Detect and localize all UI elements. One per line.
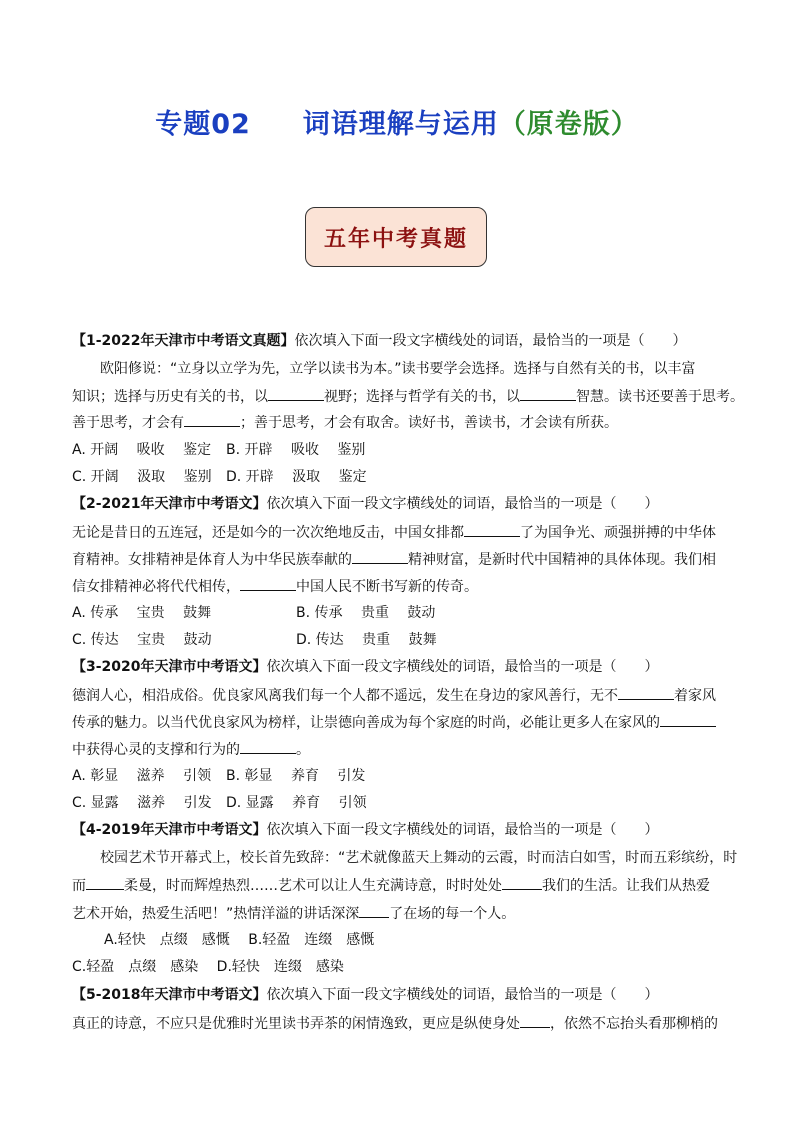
page-title [0,102,794,141]
option-d[interactable]: D. 传达 贵重 鼓舞 [296,632,437,648]
question-3-label: 【3-2020年天津市中考语文】 [72,659,267,675]
option-c[interactable]: C. 显露 滋养 引发 [72,795,212,811]
question-1-options-row [72,467,367,487]
question-3-passage-line: 德润人心，相沿成俗。优良家风离我们每一个人都不遥远，发生在身边的家风善行，无不 着家风 [72,685,716,706]
question-2-header [72,494,659,514]
question-2-passage-line: 信女排精神必将代代相传， 中国人民不断书写新的传奇。 [72,576,478,597]
question-2-options-row [72,603,435,623]
question-4-stem: 依次填入下面一段文字横线处的词语，最恰当的一项是（ ） [266,822,659,838]
question-3-passage-line: 中获得心灵的支撑和行为的 。 [72,739,310,760]
question-5-stem: 依次填入下面一段文字横线处的词语，最恰当的一项是（ ） [266,987,659,1003]
question-4-label: 【4-2019年天津市中考语文】 [72,822,267,838]
question-4-options-row[interactable]: A.轻快 点缀 感慨 B.轻盈 连缀 感慨 [104,932,375,948]
question-1-label: 【1-2022年天津市中考语文真题】 [72,333,295,349]
question-4-passage-line: 艺术开始，热爱生活吧！”热情洋溢的讲话深深 了在场的每一个人。 [72,903,515,924]
question-4-passage-line: 校园艺术节开幕式上，校长首先致辞：“艺术就像蓝天上舞动的云霞，时而洁白如雪，时而五彩缤纷，时 [100,850,738,866]
option-d[interactable]: D. 显露 养育 引领 [226,795,367,811]
title-version: （原卷版） [498,109,639,140]
question-2-options-row [72,630,437,650]
section-badge: 五年中考真题 [305,207,487,267]
question-2-label: 【2-2021年天津市中考语文】 [72,496,267,512]
option-c[interactable]: C. 传达 宝贵 鼓动 [72,632,212,648]
question-5-label: 【5-2018年天津市中考语文】 [72,987,267,1003]
option-a[interactable]: A. 传承 宝贵 鼓舞 [72,605,212,621]
question-2-stem: 依次填入下面一段文字横线处的词语，最恰当的一项是（ ） [266,496,659,512]
question-3-header [72,657,659,677]
option-b[interactable]: B. 传承 贵重 鼓动 [296,605,436,621]
question-4-header [72,820,659,840]
question-1-passage-line: 知识；选择与历史有关的书，以 视野；选择与哲学有关的书，以 智慧。读书还要善于思考。 [72,386,744,407]
question-2-passage-line: 育精神。女排精神是体育人为中华民族奉献的 精神财富，是新时代中国精神的具体体现。我们相 [72,549,716,570]
option-c[interactable]: C. 开阔 汲取 鉴别 [72,469,212,485]
question-3-stem: 依次填入下面一段文字横线处的词语，最恰当的一项是（ ） [266,659,659,675]
question-1-passage-line: 欧阳修说：“立身以立学为先，立学以读书为本。”读书要学会选择。选择与自然有关的书，以丰富 [100,361,696,377]
title-main: 专题02 [155,109,251,140]
option-a[interactable]: A. 彰显 滋养 引领 [72,768,212,784]
question-3-options-row [72,793,367,813]
question-3-options-row [72,766,365,786]
question-3-passage-line: 传承的魅力。以当代优良家风为榜样，让崇德向善成为每个家庭的时尚，必能让更多人在家风的 [72,712,716,733]
option-b[interactable]: B. 开辟 吸收 鉴别 [226,442,366,458]
option-d[interactable]: D. 开辟 汲取 鉴定 [226,469,367,485]
question-1-header [72,331,687,351]
question-1-options-row [72,440,365,460]
question-4-passage-line: 而 柔曼，时而辉煌热烈……艺术可以让人生充满诗意，时时处处 我们的生活。让我们从热爱 [72,875,710,896]
question-1-passage-line: 善于思考，才会有 ；善于思考，才会有取舍。读好书，善读书，才会读有所获。 [72,412,618,433]
question-1-stem: 依次填入下面一段文字横线处的词语，最恰当的一项是（ ） [294,333,687,349]
question-2-passage-line: 无论是昔日的五连冠，还是如今的一次次绝地反击，中国女排都 了为国争光、顽强拼搏的中华体 [72,522,716,543]
question-5-passage-line: 真正的诗意，不应只是优雅时光里读书弄茶的闲情逸致，更应是纵使身处 ，依然不忘抬头看那柳梢的 [72,1013,718,1034]
title-sub: 词语理解与运用 [302,109,499,140]
question-5-header [72,985,659,1005]
option-b[interactable]: B. 彰显 养育 引发 [226,768,366,784]
option-a[interactable]: A. 开阔 吸收 鉴定 [72,442,212,458]
question-4-options-row[interactable]: C.轻盈 点缀 感染 D.轻快 连缀 感染 [72,959,344,975]
